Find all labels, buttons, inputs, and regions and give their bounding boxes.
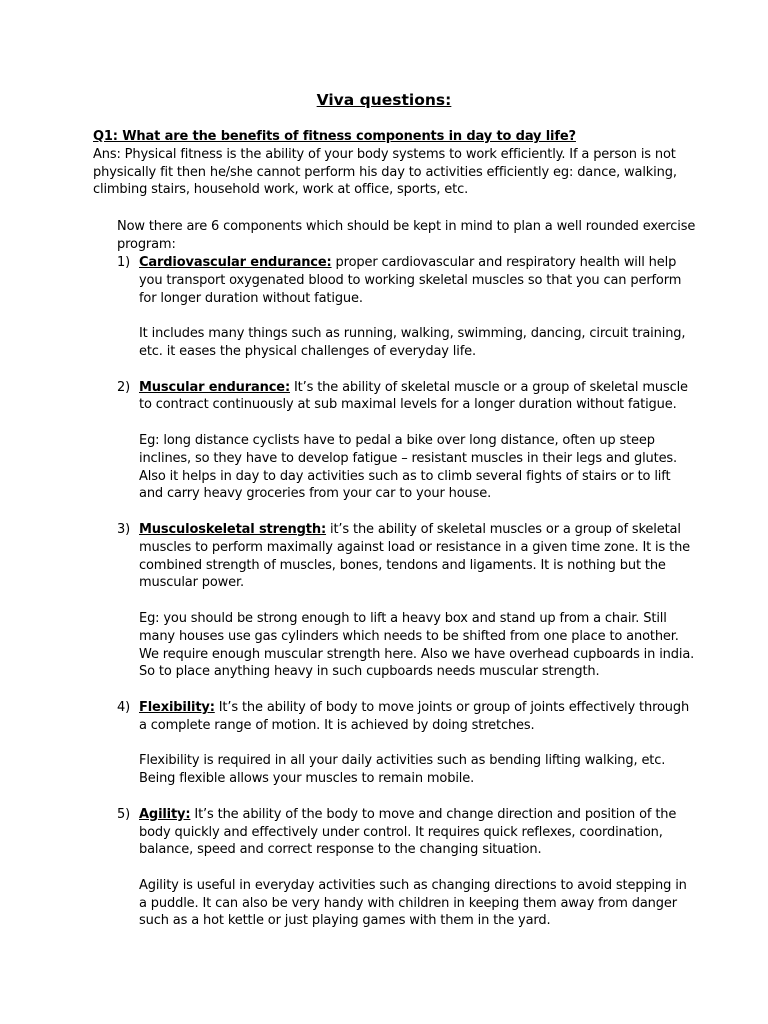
list-item-number: 5): [117, 806, 131, 822]
list-item-description-text: it’s the ability of skeletal muscles or a group of skeletal muscles to perform maximally against load or resistance in a given time zone. It is the combined strength of muscles, bones, tendons and ligaments. It is nothing but the muscular power.: [139, 521, 691, 591]
list-item-description: [139, 521, 697, 592]
list-item-description-text: It’s the ability of the body to move and change direction and position of the body quickly and effectively under control. It requires quick reflexes, coordination, balance, speed and correct response to the changing situation.: [139, 806, 677, 858]
list-item: [117, 699, 697, 806]
answer-text: Ans: Physical fitness is the ability of your body systems to work efficiently. If a person is not physically fit then he/she cannot perform his day to activities efficiently eg: dance, walking, climbing stairs, household work, work at office, sports, etc.: [93, 146, 677, 198]
list-item: [117, 379, 697, 521]
page-title: Viva questions:: [316, 91, 452, 109]
list-item: [117, 254, 697, 379]
list-item-detail: Eg: long distance cyclists have to pedal a bike over long distance, often up steep inclines, so they have to develop fatigue – resistant muscles in their legs and glutes. Also it helps in day to day activities such as to climb several fights of stairs or to lift and carry heavy groceries from your car to your house.: [139, 432, 678, 502]
components-intro: Now there are 6 components which should be kept in mind to plan a well rounded exercise program:: [117, 219, 696, 252]
components-list: [117, 254, 697, 930]
list-item-description: [139, 379, 697, 415]
question-text: Q1: What are the benefits of fitness components in day to day life?: [93, 129, 576, 144]
list-item-number: 1): [117, 255, 131, 270]
list-item-detail: It includes many things such as running, walking, swimming, dancing, circuit training, etc. it eases the physical challenges of everyday life.: [139, 326, 686, 359]
list-item: [117, 521, 697, 699]
list-item-detail: Agility is useful in everyday activities such as changing directions to avoid stepping in a puddle. It can also be very handy with children in keeping them away from danger such as a hot kettle or just playing games with them in the yard.: [139, 877, 687, 929]
list-item-number: 2): [117, 379, 131, 395]
list-item: [117, 806, 697, 931]
list-item-heading: Musculoskeletal strength:: [139, 521, 327, 537]
list-item-heading: Cardiovascular endurance:: [139, 255, 332, 270]
list-item-description: [139, 806, 697, 859]
list-item-description-text: It’s the ability of body to move joints or group of joints effectively through a complete range of motion. It is achieved by doing stretches.: [139, 699, 690, 733]
list-item-heading: Agility:: [139, 806, 191, 822]
list-item-description: [139, 699, 697, 735]
list-item-description-text: proper cardiovascular and respiratory health will help you transport oxygenated blood to working skeletal muscles so that you can perform for longer duration without fatigue.: [139, 255, 682, 306]
list-item-heading: Muscular endurance:: [139, 379, 290, 395]
list-item-heading: Flexibility:: [139, 699, 215, 715]
question-block: [93, 128, 705, 199]
list-item-number: 3): [117, 521, 131, 537]
list-item-description-text: It’s the ability of skeletal muscle or a group of skeletal muscle to contract continuously at sub maximal levels for a longer duration without fatigue.: [139, 379, 688, 413]
list-item-description: [139, 254, 697, 307]
list-item-detail: Eg: you should be strong enough to lift a heavy box and stand up from a chair. Still many houses use gas cylinders which needs to be shifted from one place to another. We require enough muscular strength here. Also we have overhead cupboards in india. So to place anything heavy in such cupboards needs muscular strength.: [139, 610, 695, 680]
list-item-number: 4): [117, 699, 131, 715]
list-item-detail: Flexibility is required in all your daily activities such as bending lifting walking, etc. Being flexible allows your muscles to remain mobile.: [139, 753, 666, 787]
